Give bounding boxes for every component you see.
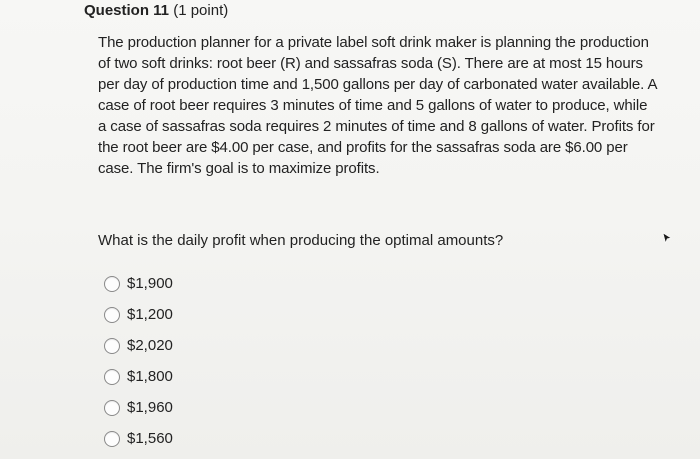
question-text: The production planner for a private label soft drink maker is planning the production of two soft drinks: root beer (R) and sassafras soda (S). There are at most 15 hours per day of production time and 1,500 gallons per day of carbonated water available. A case of root beer requires 3 minutes of time and 5 gallons of water to produce, while a case of sassafras soda requires 2 minutes of time and 8 gallons of water. Profits for the root beer are $4.00 per case, and profits for the sassafras soda are $6.00 per case. The firm's goal is to maximize profits. xyxy=(98,34,657,177)
answer-option[interactable] xyxy=(104,392,173,423)
answer-options xyxy=(104,268,173,454)
question-prompt: What is the daily profit when producing the optimal amounts? xyxy=(98,232,504,249)
radio-button[interactable] xyxy=(104,276,120,292)
answer-option[interactable] xyxy=(104,361,173,392)
radio-button[interactable] xyxy=(104,400,120,416)
answer-option-label: $1,200 xyxy=(127,305,173,323)
question-points: (1 point) xyxy=(173,2,229,19)
radio-button[interactable] xyxy=(104,369,120,385)
answer-option[interactable] xyxy=(104,330,173,361)
radio-button[interactable] xyxy=(104,338,120,354)
question-body xyxy=(98,32,658,179)
radio-button[interactable] xyxy=(104,307,120,323)
answer-option[interactable] xyxy=(104,268,173,299)
answer-option[interactable] xyxy=(104,299,173,330)
answer-option-label: $1,900 xyxy=(127,274,173,292)
answer-option-label: $1,960 xyxy=(127,398,173,416)
answer-option-label: $2,020 xyxy=(127,336,173,354)
answer-option-label: $1,560 xyxy=(127,429,173,447)
answer-option[interactable] xyxy=(104,423,173,454)
radio-button[interactable] xyxy=(104,431,120,447)
mouse-pointer-icon xyxy=(662,232,672,244)
question-number: Question 11 xyxy=(84,2,170,19)
answer-option-label: $1,800 xyxy=(127,367,173,385)
question-header xyxy=(84,2,228,20)
